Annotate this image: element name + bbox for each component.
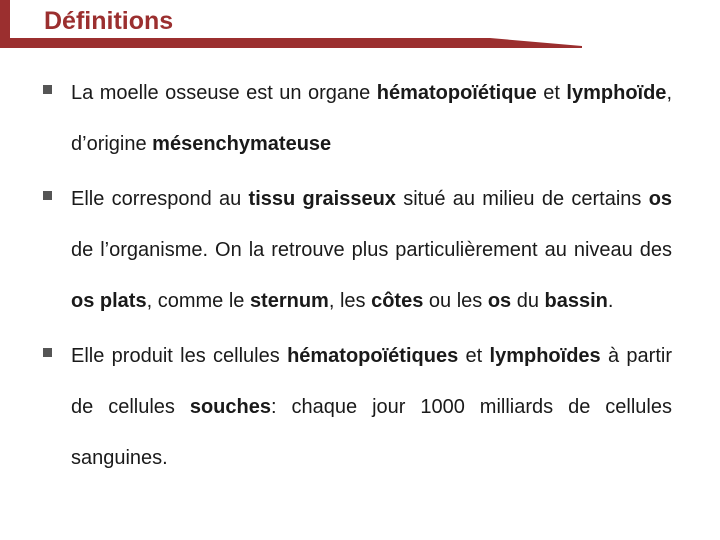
text-run: et [458, 345, 490, 367]
text-run: à partir de cellules [71, 345, 673, 418]
bold-term: os [487, 290, 512, 312]
text-run: Elle produit les cellules [71, 345, 288, 367]
bullet-item [40, 68, 672, 170]
bullet-item [40, 331, 672, 484]
bold-term: tissu graisseux [248, 188, 396, 210]
text-run: , d’origine [71, 82, 672, 155]
text-run: , les [328, 290, 372, 312]
bullet-text [71, 68, 672, 170]
text-run: ou les [423, 290, 488, 312]
bullet-text [71, 174, 672, 327]
text-run: du [511, 290, 545, 312]
bold-term: os plats [71, 290, 147, 312]
bold-term: mésenchymateuse [152, 133, 332, 155]
bold-term: sternum [249, 290, 329, 312]
slide-title: Définitions [44, 7, 174, 35]
bold-term: hématopoïétiques [287, 345, 459, 367]
text-run: , comme le [146, 290, 250, 312]
text-run: : chaque jour 1000 milliards de cellules sanguines. [71, 396, 672, 469]
text-run: de l’organisme. On la retrouve plus particulièrement au niveau des [71, 239, 672, 261]
bold-term: souches [189, 396, 271, 418]
bold-term: os [648, 188, 673, 210]
text-run: La moelle osseuse est un organe [71, 82, 377, 104]
bold-term: lymphoïdes [489, 345, 601, 367]
bullet-square-icon [43, 191, 52, 200]
text-run: situé au milieu de certains [395, 188, 649, 210]
bullet-square-icon [43, 85, 52, 94]
slide-body [40, 68, 672, 488]
text-run: . [607, 290, 614, 312]
title-underline [0, 38, 582, 48]
bold-term: hématopoïétique [376, 82, 537, 104]
bold-term: côtes [371, 290, 424, 312]
bullet-text [71, 331, 672, 484]
bullet-square-icon [43, 348, 52, 357]
bullet-item [40, 174, 672, 327]
bold-term: bassin [544, 290, 608, 312]
text-run: Elle correspond au [71, 188, 249, 210]
slide-header [0, 0, 720, 52]
text-run: et [536, 82, 567, 104]
bold-term: lymphoïde [566, 82, 667, 104]
